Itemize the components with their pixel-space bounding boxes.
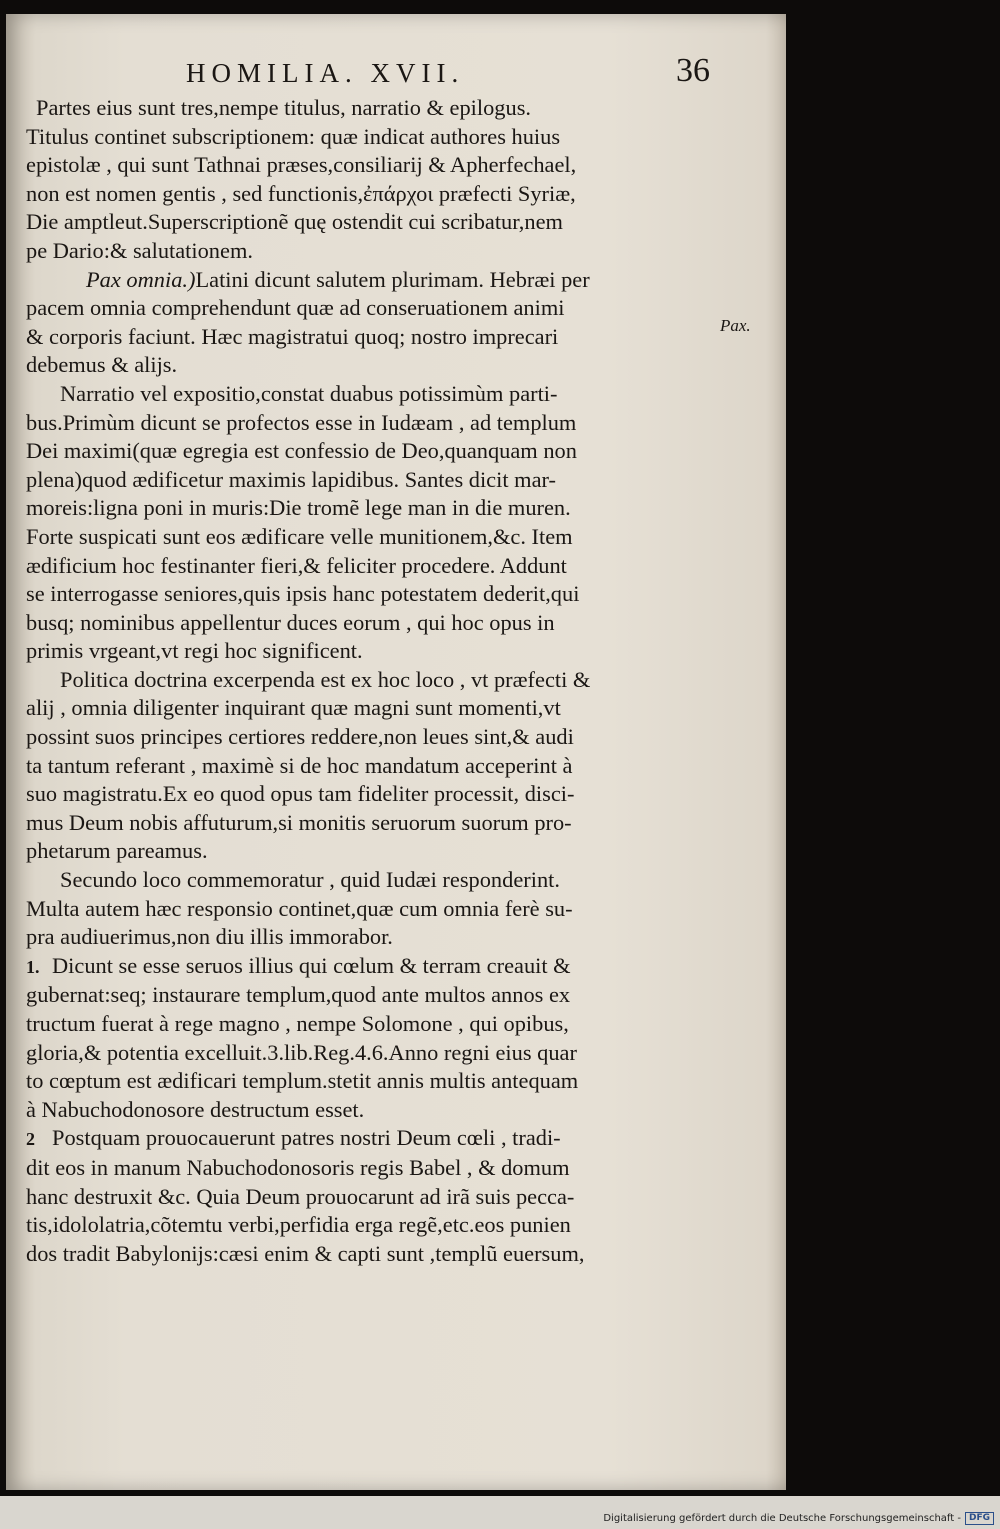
text-line: tis,idololatria,cõtemtu verbi,perfidia erga regẽ,etc.eos punien — [26, 1212, 571, 1238]
text-line: se interrogasse seniores,quis ipsis hanc potestatem dederit,qui — [26, 581, 580, 607]
text-line: pra audiuerimus,non diu illis immorabor. — [26, 924, 393, 950]
paragraph-secundo — [26, 866, 726, 952]
text-line: ta tantum referant , maximè si de hoc mandatum acceperint à — [26, 752, 573, 778]
list-marker: 2 — [26, 1129, 35, 1150]
text-line: mus Deum nobis affuturum,si monitis seruorum suorum pro- — [26, 809, 572, 835]
paragraph-point-2 — [26, 1124, 726, 1268]
text-line: & corporis faciunt. Hæc magistratui quoq; nostro imprecari — [26, 323, 559, 349]
paragraph-point-1 — [26, 952, 726, 1125]
paragraph-pax — [26, 266, 726, 380]
text-line: dit eos in manum Nabuchodonosoris regis Babel , & domum — [26, 1154, 570, 1180]
text-line: gubernat:seq; instaurare templum,quod ante multos annos ex — [26, 982, 571, 1008]
body-text — [26, 94, 726, 1268]
text-line: Partes eius sunt tres,nempe titulus, narratio & epilogus. — [36, 95, 531, 120]
running-title: HOMILIA. XVII. — [186, 58, 465, 88]
running-head — [186, 52, 746, 89]
digitization-credit — [603, 1512, 994, 1525]
marginal-note: Pax. — [720, 316, 751, 335]
text-line: Politica doctrina excerpenda est ex hoc loco , vt præfecti & — [60, 666, 591, 692]
text-line: moreis:ligna poni in muris:Die tromẽ lege man in die muren. — [26, 495, 571, 521]
text-line: Pax omnia.)Latini dicunt salutem plurimam. Hebræi per — [86, 266, 590, 292]
text-line: pacem omnia comprehendunt quæ ad conseruationem animi — [26, 295, 565, 321]
lemma: Pax omnia.) — [86, 266, 196, 292]
paragraph-narratio — [26, 380, 726, 666]
book-page — [6, 14, 786, 1490]
text-line: tructum fuerat à rege magno , nempe Solomone , qui opibus, — [26, 1011, 569, 1036]
page-number: 36 — [676, 52, 710, 89]
text-line: gloria,& potentia excelluit.3.lib.Reg.4.6.Anno regni eius quar — [26, 1039, 577, 1065]
text-line: Die amptleut.Superscriptionẽ quę ostendit cui scribatur,nem — [26, 209, 563, 235]
text-line: to cœptum est ædificari templum.stetit annis multis antequam — [26, 1068, 579, 1094]
text-line: à Nabuchodonosore destructum esset. — [26, 1096, 365, 1122]
dfg-logo-icon: DFG — [965, 1512, 994, 1525]
paragraph-politica — [26, 666, 726, 866]
text-line: Titulus continet subscriptionem: quæ indicat authores huius — [26, 123, 561, 149]
paragraph-parts — [26, 94, 726, 266]
text-line: 1. Dicunt se esse seruos illius qui cœlum & terram creauit & — [26, 952, 726, 982]
list-marker: 1. — [26, 956, 40, 977]
text-line: plena)quod ædificetur maximis lapidibus. Santes dicit mar- — [26, 466, 556, 492]
text-line: bus.Primùm dicunt se profectos esse in Iudæam , ad templum — [26, 409, 577, 435]
text-line: debemus & alijs. — [26, 352, 178, 378]
credit-text: Digitalisierung gefördert durch die Deutsche Forschungsgemeinschaft - — [603, 1513, 961, 1524]
text-line: suo magistratu.Ex eo quod opus tam fideliter processit, disci- — [26, 781, 575, 807]
text-line: phetarum pareamus. — [26, 838, 208, 864]
text-line: hanc destruxit &c. Quia Deum prouocarunt ad irã suis pecca- — [26, 1183, 575, 1209]
text-line: 2 Postquam prouocauerunt patres nostri Deum cœli , tradi- — [26, 1124, 726, 1154]
text-line: possint suos principes certiores reddere,non leues sint,& audi — [26, 724, 574, 750]
text-line: alij , omnia diligenter inquirant quæ magni sunt momenti,vt — [26, 695, 561, 721]
text-line: busq; nominibus appellentur duces eorum , qui hoc opus in — [26, 609, 555, 635]
text-line: pe Dario:& salutationem. — [26, 237, 253, 263]
text-line: primis vrgeant,vt regi hoc significent. — [26, 638, 363, 664]
text-line: Dei maximi(quæ egregia est confessio de Deo,quanquam non — [26, 438, 577, 464]
text-line: non est nomen gentis , sed functionis,ἐπάρχοι præfecti Syriæ, — [26, 180, 576, 206]
text-line: epistolæ , qui sunt Tathnai præses,consiliarij & Apherfechael, — [26, 152, 577, 178]
text-line: Multa autem hæc responsio continet,quæ cum omnia ferè su- — [26, 895, 573, 921]
text-line: Forte suspicati sunt eos ædificare velle munitionem,&c. Item — [26, 523, 573, 549]
text-line: dos tradit Babylonijs:cæsi enim & capti sunt ,templũ euersum, — [26, 1240, 585, 1266]
text-line: Secundo loco commemoratur , quid Iudæi responderint. — [60, 867, 560, 893]
text-line: ædificium hoc festinanter fieri,& feliciter procedere. Addunt — [26, 552, 567, 578]
text-line: Narratio vel expositio,constat duabus potissimùm parti- — [60, 380, 558, 406]
